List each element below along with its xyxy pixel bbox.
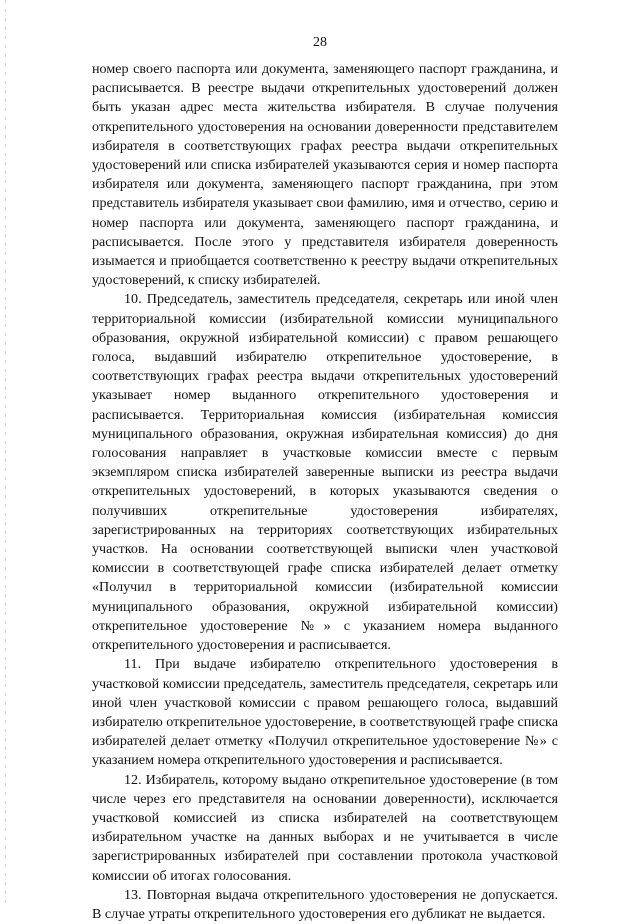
paragraph-13: 13. Повторная выдача открепительного удостоверения не допускается. В случае утраты открепительного удостоверения его дубликат не выдается.: [92, 886, 558, 922]
paragraph-10: 10. Председатель, заместитель председателя, секретарь или иной член территориальной комиссии (избирательной комиссии муниципального образования, окружной избирательной комиссии) с правом решающего голоса, выдавший избирателю открепительное удостоверение, в соответствующих графах реестра выдачи открепительных удостоверений указывает номер выданного открепительного удостоверения и расписывается. Территориальная комиссия (избирательная комиссия муниципального образования, окружная избирательная комиссия) до дня голосования направляет в участковые комиссии вместе с первым экземпляром списка избирателей заверенные выписки из реестра выдачи открепительных удостоверений, в которых указываются сведения о получивших открепительные удостоверения избирателях, зарегистрированных на территориях соответствующих избирательных участков. На основании соответствующей выписки член участковой комиссии в соответствующей графе списка избирателей делает отметку «Получил в территориальной комиссии (избирательной комиссии муниципального образования, окружной избирательной комиссии) открепительное удостоверение №» с указанием номера выданного открепительного удостоверения и расписывается.: [92, 291, 558, 654]
paragraph-11: 11. При выдаче избирателю открепительного удостоверения в участковой комиссии председатель, заместитель председателя, секретарь или иной член участковой комиссии с правом решающего голоса, выдавший избирателю открепительное удостоверение, в соответствующей графе списка избирателей делает отметку «Получил открепительное удостоверение №» с указанием номера открепительного удостоверения и расписывается.: [92, 656, 558, 769]
page-number: 28: [313, 35, 327, 50]
document-body: [92, 60, 558, 924]
paragraph-12: 12. Избиратель, которому выдано открепительное удостоверение (в том числе через его представителя на основании доверенности), исключается участковой комиссией из списка избирателей на соответствующем избирательном участке на данных выборах и не учитывается в числе зарегистрированных избирателей при составлении протокола участковой комиссии об итогах голосования.: [92, 771, 558, 884]
scan-edge-mark: [5, 0, 6, 905]
paragraph-continuation: номер своего паспорта или документа, заменяющего паспорт гражданина, и расписывается. В реестре выдачи открепительных удостоверений должен быть указан адрес места жительства избирателя. В случае получения открепительного удостоверения на основании доверенности представителем избирателя в соответствующих графах реестра выдачи открепительных удостоверений или списка избирателей указываются серия и номер паспорта избирателя или документа, заменяющего паспорт гражданина, при этом представитель избирателя указывает свои фамилию, имя и отчество, серию и номер паспорта или документа, заменяющего паспорт гражданина, и расписывается. После этого у представителя избирателя доверенность изымается и приобщается соответственно к реестру выдачи открепительных удостоверений, к списку избирателей.: [92, 61, 558, 289]
